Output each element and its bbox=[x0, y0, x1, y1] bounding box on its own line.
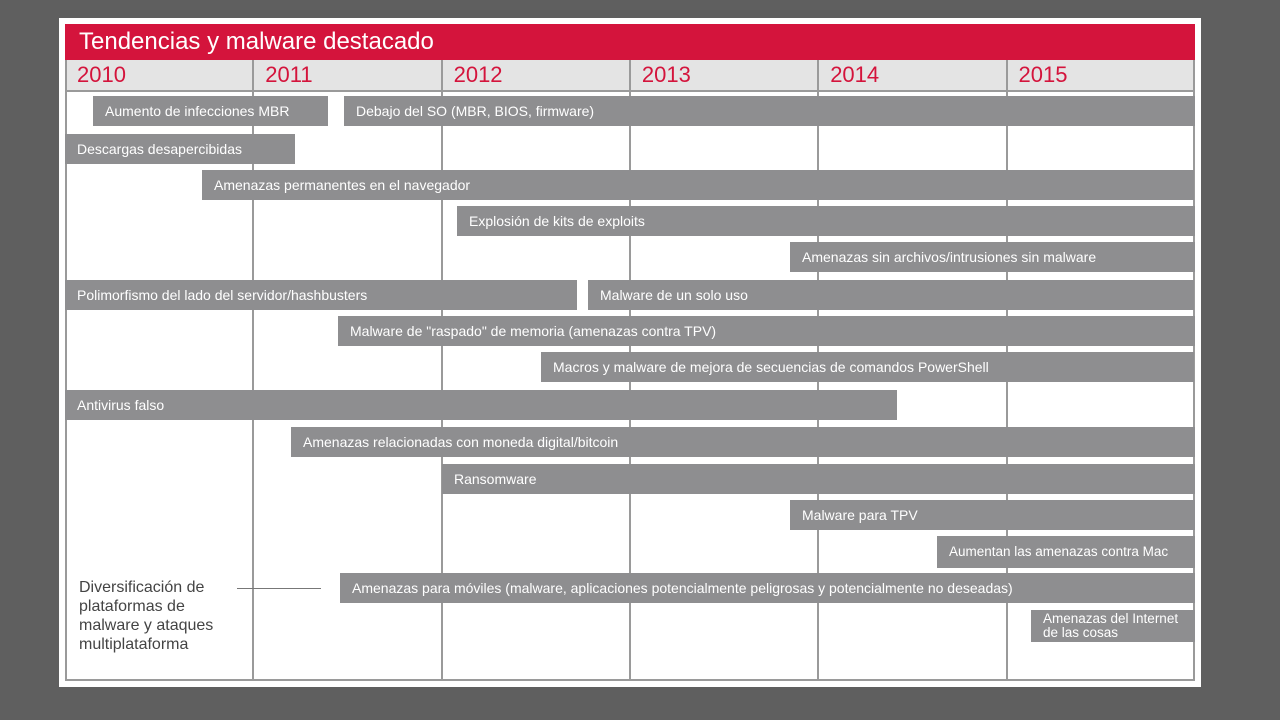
timeline-bar: Ransomware bbox=[442, 464, 1195, 494]
timeline-bar: Amenazas relacionadas con moneda digital/bitcoin bbox=[291, 427, 1195, 457]
side-annotation: Diversificación de plataformas de malware y ataques multiplataforma bbox=[79, 579, 214, 653]
timeline-bar: Amenazas para móviles (malware, aplicaciones potencialmente peligrosas y potencialmente no deseadas) bbox=[340, 573, 1195, 603]
annotation-connector-line bbox=[237, 588, 321, 589]
year-label: 2013 bbox=[641, 62, 691, 87]
timeline-bar: Malware de un solo uso bbox=[588, 280, 1194, 310]
timeline-bar: Malware de "raspado" de memoria (amenazas contra TPV) bbox=[338, 316, 1195, 346]
timeline-bar: Aumento de infecciones MBR bbox=[93, 96, 328, 126]
year-label: 2010 bbox=[77, 62, 126, 87]
year-label: 2012 bbox=[453, 62, 503, 87]
year-label: 2014 bbox=[830, 62, 880, 87]
timeline-bar: Amenazas sin archivos/intrusiones sin malware bbox=[790, 242, 1195, 272]
diagram-title: Tendencias y malware destacado bbox=[65, 24, 1195, 60]
diagram-panel bbox=[59, 18, 1201, 687]
timeline-bar: Amenazas permanentes en el navegador bbox=[202, 170, 1194, 200]
timeline-bar: Malware para TPV bbox=[790, 500, 1195, 530]
year-label: 2015 bbox=[1018, 62, 1068, 87]
year-label: 2011 bbox=[265, 62, 313, 87]
timeline-bar: Macros y malware de mejora de secuencias de comandos PowerShell bbox=[541, 352, 1194, 382]
timeline-bar: Explosión de kits de exploits bbox=[457, 206, 1195, 236]
timeline-bar: Aumentan las amenazas contra Mac bbox=[937, 536, 1195, 568]
timeline-bar: Debajo del SO (MBR, BIOS, firmware) bbox=[344, 96, 1195, 126]
timeline-bar: Amenazas del Internet de las cosas bbox=[1031, 610, 1195, 642]
timeline-bar: Polimorfismo del lado del servidor/hashbusters bbox=[65, 280, 577, 310]
timeline-bar: Descargas desapercibidas bbox=[65, 134, 295, 164]
timeline-bar: Antivirus falso bbox=[65, 390, 897, 420]
